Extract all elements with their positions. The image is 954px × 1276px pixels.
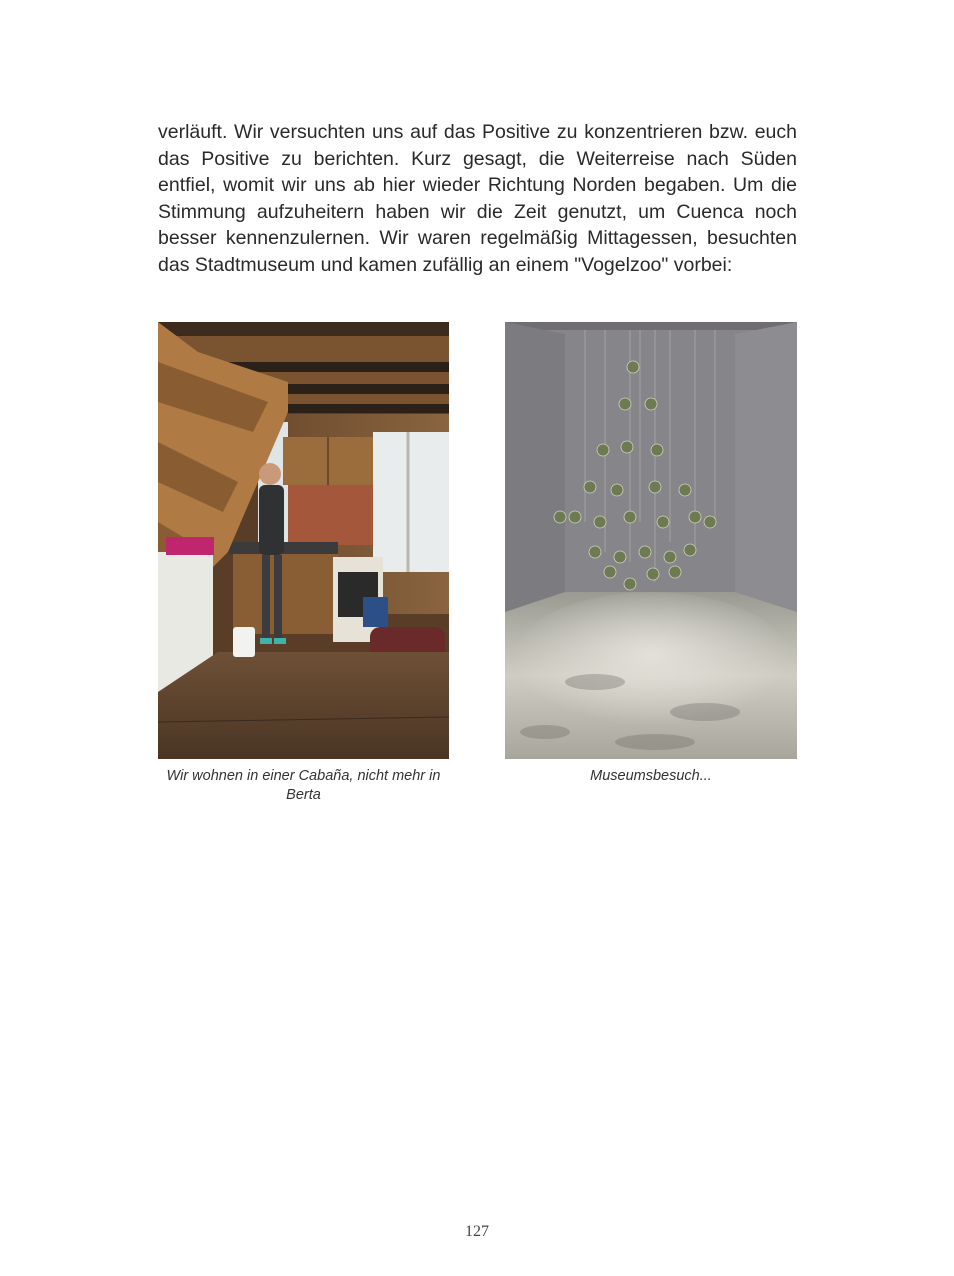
caption-cabin: Wir wohnen in einer Cabaña, nicht mehr in Berta	[166, 768, 441, 803]
body-paragraph: verläuft. Wir versuchten uns auf das Positive zu konzentrieren bzw. euch das Positive zu berichten. Kurz gesagt, die Weiterreise nach Süden entfiel, womit wir uns ab hier wieder Richtung Norden begaben. Um die Stimmung aufzuheitern haben wir die Zeit genutzt, um Cuenca noch besser kennenzulernen. Wir waren regelmäßig Mittagessen, besuchten das Stadtmuseum und kamen zufällig an einem "Vogelzoo" vorbei:	[158, 121, 797, 276]
museum-installation-photo	[505, 322, 797, 759]
caption-museum: Museumsbesuch...	[590, 768, 712, 784]
figure-museum	[505, 322, 797, 786]
figure-cabin	[158, 322, 449, 805]
cabin-kitchen-photo	[158, 322, 449, 759]
page-number: 127	[465, 1223, 489, 1240]
